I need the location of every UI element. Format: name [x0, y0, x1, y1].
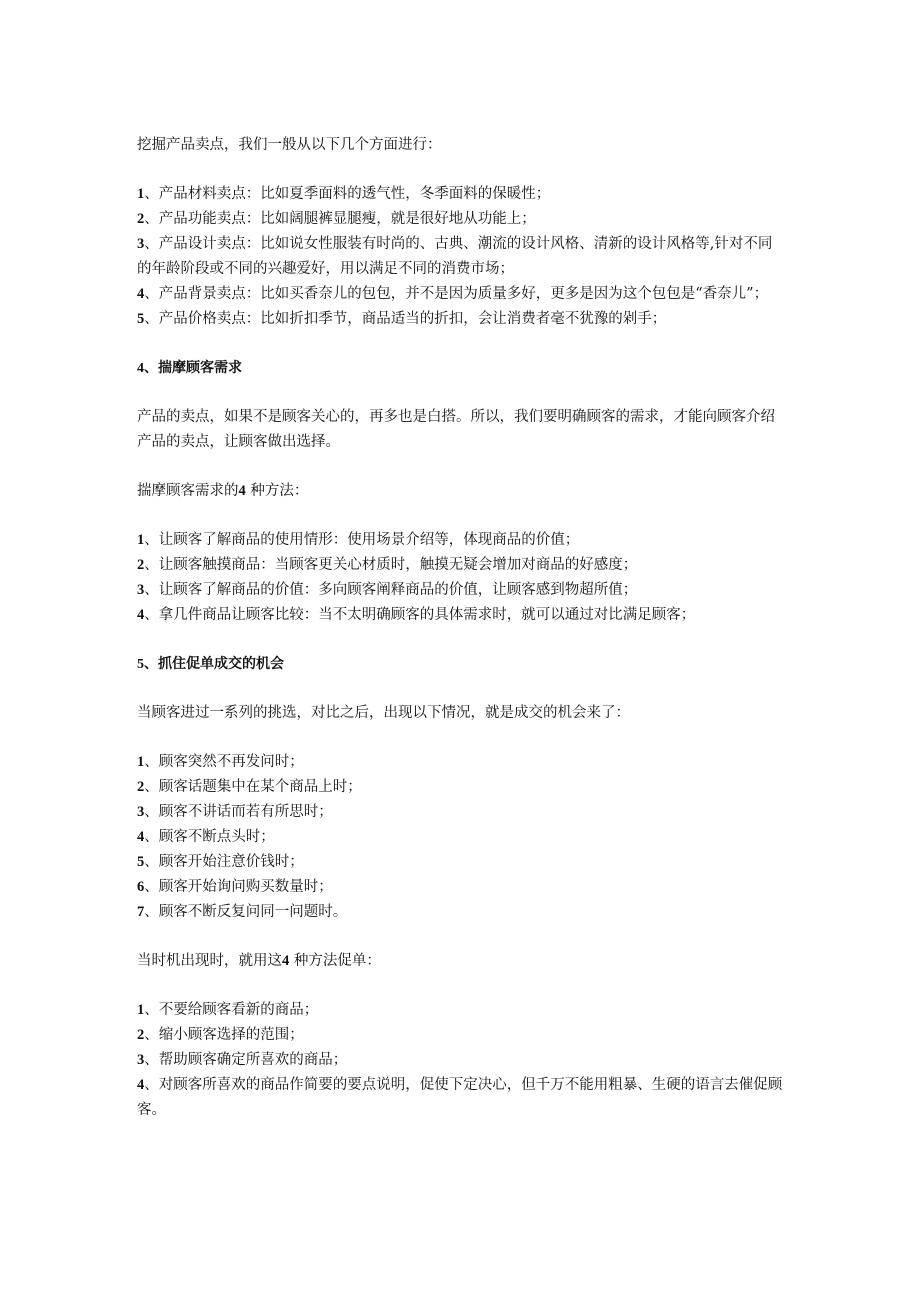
item-text: 、让顾客了解商品的使用情形：使用场景介绍等，体现商品的价值； [144, 532, 580, 548]
item-text: 、顾客不讲话而若有所思时； [144, 804, 333, 820]
item-number: 1 [137, 754, 145, 770]
item-number: 2 [137, 1027, 145, 1043]
item-number: 3 [137, 582, 145, 598]
item-number: 5 [137, 311, 145, 327]
list-item [137, 750, 783, 775]
list-item [137, 825, 783, 850]
methods-intro-text: 揣摩顾客需求的 [137, 483, 239, 499]
closing-methods-list [137, 998, 783, 1123]
item-text: 、产品功能卖点：比如阔腿裤显腿瘦，就是很好地从功能上； [144, 211, 536, 227]
item-number: 1 [137, 186, 145, 202]
item-number: 6 [137, 879, 145, 895]
item-text: 、产品价格卖点：比如折扣季节，商品适当的折扣，会让消费者毫不犹豫的剁手； [144, 311, 667, 327]
list-item [137, 282, 783, 307]
list-item [137, 800, 783, 825]
closing-intro-number: 4 [282, 953, 290, 969]
item-text: 、让顾客触摸商品：当顾客更关心材质时，触摸无疑会增加对商品的好感度； [144, 557, 638, 573]
item-text: 、对顾客所喜欢的商品作简要的要点说明，促使下定决心，但千万不能用粗暴、生硬的语言去催促顾客。 [137, 1077, 783, 1118]
section-title: 、抓住促单成交的机会 [144, 656, 284, 672]
item-number: 2 [137, 211, 145, 227]
list-item [137, 578, 783, 603]
list-item [137, 998, 783, 1023]
item-number: 7 [137, 904, 145, 920]
item-text: 、顾客开始注意价钱时； [144, 854, 304, 870]
item-number: 1 [137, 1002, 145, 1018]
list-item [137, 1023, 783, 1048]
closing-intro-text: 当时机出现时，就用这 [137, 953, 282, 969]
item-number: 3 [137, 236, 145, 252]
item-text: 、不要给顾客看新的商品； [144, 1002, 319, 1018]
list-item [137, 603, 783, 628]
item-text: 、顾客突然不再发问时； [144, 754, 304, 770]
section-number: 4 [137, 361, 144, 376]
list-item [137, 850, 783, 875]
item-text: 、产品材料卖点：比如夏季面料的透气性，冬季面料的保暖性； [144, 186, 551, 202]
list-item [137, 553, 783, 578]
intro-paragraph: 挖掘产品卖点，我们一般从以下几个方面进行： [137, 137, 442, 153]
section-4-paragraph: 产品的卖点，如果不是顾客关心的，再多也是白搭。所以，我们要明确顾客的需求，才能向顾客介绍产品的卖点，让顾客做出选择。 [137, 409, 775, 450]
item-text: 、缩小顾客选择的范围； [144, 1027, 304, 1043]
list-item [137, 232, 783, 282]
list-item [137, 307, 783, 332]
methods-intro [137, 479, 783, 504]
list-item [137, 900, 783, 925]
section-title: 、揣摩顾客需求 [144, 360, 242, 376]
selling-points-list [137, 182, 783, 332]
list-item [137, 528, 783, 553]
item-text: 、产品设计卖点：比如说女性服装有时尚的、古典、潮流的设计风格、清新的设计风格等,针对不同的年龄阶段或不同的兴趣爱好，用以满足不同的消费市场； [137, 236, 773, 277]
list-item [137, 182, 783, 207]
section-5-paragraph: 当顾客进过一系列的挑选，对比之后，出现以下情况，就是成交的机会来了： [137, 705, 630, 721]
item-text: 、拿几件商品让顾客比较：当不太明确顾客的具体需求时，就可以通过对比满足顾客； [144, 607, 696, 623]
item-text: 、让顾客了解商品的价值：多向顾客阐释商品的价值，让顾客感到物超所值； [144, 582, 638, 598]
methods-intro-number: 4 [238, 483, 246, 499]
item-number: 2 [137, 779, 145, 795]
closing-intro-text-end: 种方法促单： [293, 953, 381, 969]
closing-intro [137, 949, 783, 974]
item-text: 、顾客话题集中在某个商品上时； [144, 779, 362, 795]
item-number: 1 [137, 532, 145, 548]
signals-list [137, 750, 783, 925]
item-text: 、顾客开始询问购买数量时； [144, 879, 333, 895]
item-number: 4 [137, 607, 145, 623]
section-number: 5 [137, 657, 144, 672]
item-number: 4 [137, 286, 145, 302]
item-text: 、顾客不断反复问同一问题时。 [144, 904, 348, 920]
item-number: 4 [137, 1077, 145, 1093]
section-4-heading [137, 356, 783, 381]
list-item [137, 875, 783, 900]
list-item [137, 1073, 783, 1123]
list-item [137, 775, 783, 800]
item-number: 3 [137, 804, 145, 820]
item-number: 4 [137, 829, 145, 845]
section-5-heading [137, 652, 783, 677]
document-body [137, 133, 783, 1147]
item-text: 、顾客不断点头时； [144, 829, 275, 845]
item-text: 、帮助顾客确定所喜欢的商品； [144, 1052, 348, 1068]
item-number: 2 [137, 557, 145, 573]
methods-list [137, 528, 783, 628]
list-item [137, 1048, 783, 1073]
item-number: 3 [137, 1052, 145, 1068]
item-number: 5 [137, 854, 145, 870]
item-text: 、产品背景卖点：比如买香奈儿的包包，并不是因为质量多好，更多是因为这个包包是“香奈儿”； [144, 286, 769, 302]
methods-intro-text-end: 种方法： [250, 483, 309, 499]
list-item [137, 207, 783, 232]
